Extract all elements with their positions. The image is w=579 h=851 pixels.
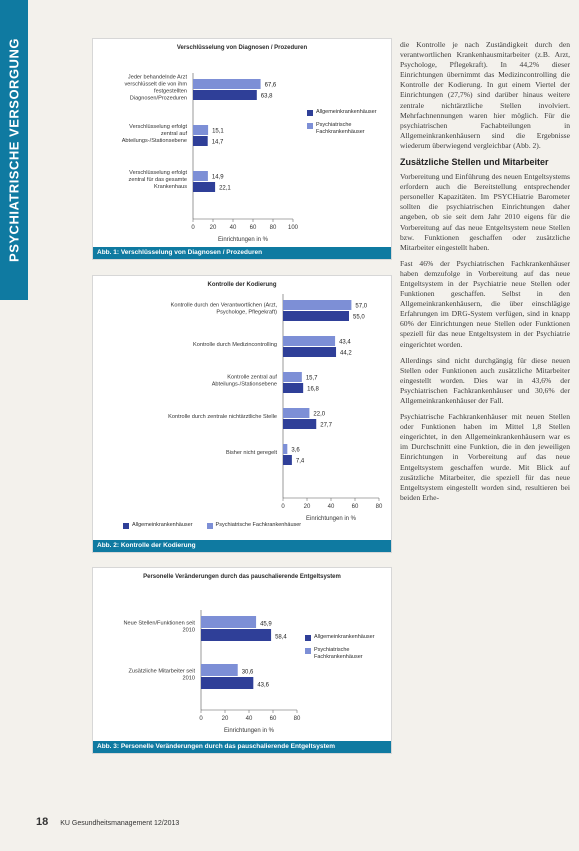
legend-item-general: Allgemeinkrankenhäuser (307, 109, 391, 116)
category-label: Abteilungs-/Stationsebene (211, 381, 277, 388)
legend-item-general: Allgemeinkrankenhäuser (305, 634, 391, 641)
x-tick-label: 20 (303, 504, 311, 510)
category-label: Kontrolle durch zentrale nichtärztliche Stelle (168, 414, 277, 420)
figure-1-title: Verschlüsselung von Diagnosen / Prozeduren (176, 45, 308, 51)
bar (283, 300, 351, 310)
x-tick-label: 0 (191, 225, 195, 231)
data-label: 63,8 (260, 93, 273, 100)
data-label: 43,6 (257, 682, 270, 689)
data-label: 14,7 (211, 139, 224, 146)
x-tick-label: 0 (281, 504, 285, 510)
paragraph: Fast 46% der Psychiatrischen Fachkrankenhäuser haben demzufolge in Vorbereitung auf das neue Entgeltsystem in der Psychiatrie neue Stellen oder Funktionen geschaffen. Selbst in den Allgemeinkrankenhäusern, die über einschlägige Erfahrungen im DRG-System verfügen, sind in knapp 60% der Einrichtungen neue Stellen oder Funktionen speziell für das neue Entgeltsystem in der Psychiatrie eingerichtet worden. (400, 258, 570, 349)
category-label: festgestellten (154, 88, 187, 95)
data-label: 43,4 (339, 339, 351, 346)
category-label: 2010 (182, 675, 195, 682)
figure-3 (92, 567, 392, 754)
figure-2-title: Kontrolle der Kodierung (207, 282, 277, 288)
category-label: Zusätzliche Mitarbeiter seit (128, 668, 195, 675)
data-label: 22,0 (313, 411, 326, 418)
x-tick-label: 80 (269, 225, 277, 231)
section-heading: Zusätzliche Stellen und Mitarbeiter (400, 157, 549, 168)
x-tick-label: 40 (245, 716, 253, 722)
body-text-column (400, 40, 570, 509)
category-label: verschlüsselt die von ihm (124, 81, 187, 88)
bar (193, 136, 208, 146)
data-label: 27,7 (320, 422, 332, 429)
bar (283, 311, 349, 321)
data-label: 44,2 (340, 350, 352, 357)
x-tick-label: 20 (221, 716, 229, 722)
x-tick-label: 100 (287, 225, 299, 231)
x-tick-label: 20 (209, 225, 217, 231)
legend-item-psych: Psychiatrische Fachkrankenhäuser (207, 522, 302, 529)
data-label: 14,9 (211, 174, 224, 181)
data-label: 57,0 (355, 303, 368, 310)
data-label: 15,1 (212, 128, 224, 135)
category-label: Jeder behandelnde Arzt (127, 74, 187, 81)
figure-1-legend (307, 109, 391, 142)
bar (283, 372, 302, 382)
legend-swatch (305, 648, 311, 654)
category-label: Verschlüsselung erfolgt (129, 170, 187, 176)
bar (283, 455, 292, 465)
bar (201, 616, 256, 628)
bar (193, 79, 261, 89)
legend-item-psych: Psychiatrische Fachkrankenhäuser (305, 647, 391, 661)
legend-item-psych: Psychiatrische Fachkrankenhäuser (307, 122, 391, 136)
bar (201, 677, 253, 689)
data-label: 30,6 (241, 669, 254, 676)
legend-swatch (307, 110, 313, 116)
data-label: 7,4 (295, 458, 305, 465)
category-label: Abteilungs-/Stationsebene (121, 138, 187, 144)
paragraph: Allerdings sind nicht durchgängig für diese neuen Stellen oder Funktionen auch zusätzliche Mitarbeiter eingestellt worden. Dies war in 43,6% der Psychiatrischen Fachkrankenhäuser und 30,6% der Allgemeinkrankenhäuser der Fall. (400, 355, 570, 405)
x-tick-label: 60 (351, 504, 359, 510)
figure-2-chart (93, 288, 393, 520)
paragraph: Vorbereitung und Einführung des neuen Entgeltsystems erfordern auch die Bereitstellung entsprechender personeller Kapazitäten. Im PSYCHiatrie Barometer sollten die psychiatrischen Einrichtungen daher angeben, ob sie seit dem Jahr 2010 eigens für die Vorbereitung auf das neue Entgeltsystem neue Stellen bzw. Funktionen geschaffen oder zusätzliche Mitarbeiter eingestellt haben. (400, 172, 570, 252)
bar (283, 383, 303, 393)
category-label: 2010 (182, 627, 195, 634)
page-number: 18 (36, 816, 49, 828)
bar (283, 336, 335, 346)
x-tick-label: 80 (293, 716, 301, 722)
legend-swatch (123, 523, 129, 529)
bar (201, 629, 271, 641)
x-axis-label: Einrichtungen in % (217, 237, 269, 243)
figure-2 (92, 275, 392, 553)
page-footer (36, 816, 179, 828)
category-label: Diagnosen/Prozeduren (129, 95, 187, 102)
x-tick-label: 80 (375, 504, 383, 510)
x-axis-label: Einrichtungen in % (305, 516, 357, 522)
figure-3-caption: Abb. 3: Personelle Veränderungen durch das pauschalierende Entgeltsystem (93, 741, 391, 753)
data-label: 58,4 (275, 634, 287, 641)
data-label: 67,6 (264, 82, 277, 89)
paragraph: Psychiatrische Fachkrankenhäuser mit neuen Stellen oder Funktionen haben im Mittel 1,8 Stellen eingerichtet, in den Allgemeinkrankenhäusern war es im Durchschnitt eine Funktion, die in den jeweiligen Einrichtungen in Vorbereitung auf das neue Entgeltsystem geschaffen wurde. Mit Blick auf zusätzliche Mitarbeiter, die speziell für das neue Entgeltsystem eingestellt worden sind, resultieren bei beiden Erhe- (400, 412, 570, 502)
category-label: Bisher nicht geregelt (226, 450, 277, 456)
data-label: 55,0 (353, 314, 365, 321)
section-label: PSYCHIATRISCHE VERSORGUNG (6, 38, 22, 262)
data-label: 22,1 (219, 185, 231, 192)
data-label: 45,9 (260, 621, 272, 628)
figure-2-legend (123, 522, 301, 535)
x-tick-label: 40 (327, 504, 335, 510)
bar (283, 408, 309, 418)
paragraph: die Kontrolle je nach Zuständigkeit durch den verantwortlichen Krankenhausmitarbeiter (z.B. Arzt, Psychologe, Pflegekraft). In 44,2% dieser Einrichtungen übernimmt das Medizincontrolling die Kontrolle der Kodierung. In gut einem Viertel der Einrichtungen (27,7%) sind darüber hinaus weitere zentrale nichtärztliche Stellen involviert. Mehrfachnennungen waren hier möglich. Für die psychiatrischen Fachabteilungen in Allgemeinkrankenhäusern sind die Ergebnisse wiederum überwiegend vergleichbar (Abb. 2). (400, 40, 570, 150)
figure-1-chart (93, 51, 393, 251)
legend-swatch (305, 635, 311, 641)
category-label: Psychologe, Pflegekraft) (216, 309, 277, 316)
data-label: 16,8 (307, 386, 319, 393)
category-label: Neue Stellen/Funktionen seit (123, 620, 195, 627)
bar (193, 171, 208, 181)
bar (193, 182, 215, 192)
journal-name: KU Gesundheitsmanagement 12/2013 (60, 820, 180, 827)
category-label: zentral für das gesamte (128, 177, 187, 183)
legend-swatch (307, 123, 313, 129)
x-tick-label: 60 (269, 716, 277, 722)
category-label: Verschlüsselung erfolgt (129, 124, 187, 130)
category-label: Krankenhaus (154, 184, 187, 190)
x-tick-label: 60 (249, 225, 257, 231)
legend-swatch (207, 523, 213, 529)
bar (283, 347, 336, 357)
data-label: 15,7 (305, 375, 318, 382)
category-label: zentral auf (160, 131, 187, 137)
figure-3-title: Personelle Veränderungen durch das pauschalierende Entgeltsystem (143, 574, 341, 580)
figure-3-legend (305, 634, 391, 667)
legend-item-general: Allgemeinkrankenhäuser (123, 522, 193, 529)
section-sidebar (0, 0, 28, 300)
category-label: Kontrolle durch den Verantwortlichen (Arzt, (170, 302, 277, 309)
bar (193, 125, 208, 135)
bar (201, 664, 238, 676)
figure-1 (92, 38, 392, 260)
x-axis-label: Einrichtungen in % (223, 728, 275, 734)
x-tick-label: 0 (199, 716, 203, 722)
x-tick-label: 40 (229, 225, 237, 231)
bar (283, 419, 316, 429)
data-label: 3,6 (291, 447, 300, 454)
figure-2-caption: Abb. 2: Kontrolle der Kodierung (93, 540, 391, 552)
bar (193, 90, 257, 100)
category-label: Kontrolle durch Medizincontrolling (193, 342, 277, 348)
category-label: Kontrolle zentral auf (227, 374, 277, 381)
bar (283, 444, 287, 454)
figure-1-caption: Abb. 1: Verschlüsselung von Diagnosen / Prozeduren (93, 247, 391, 259)
